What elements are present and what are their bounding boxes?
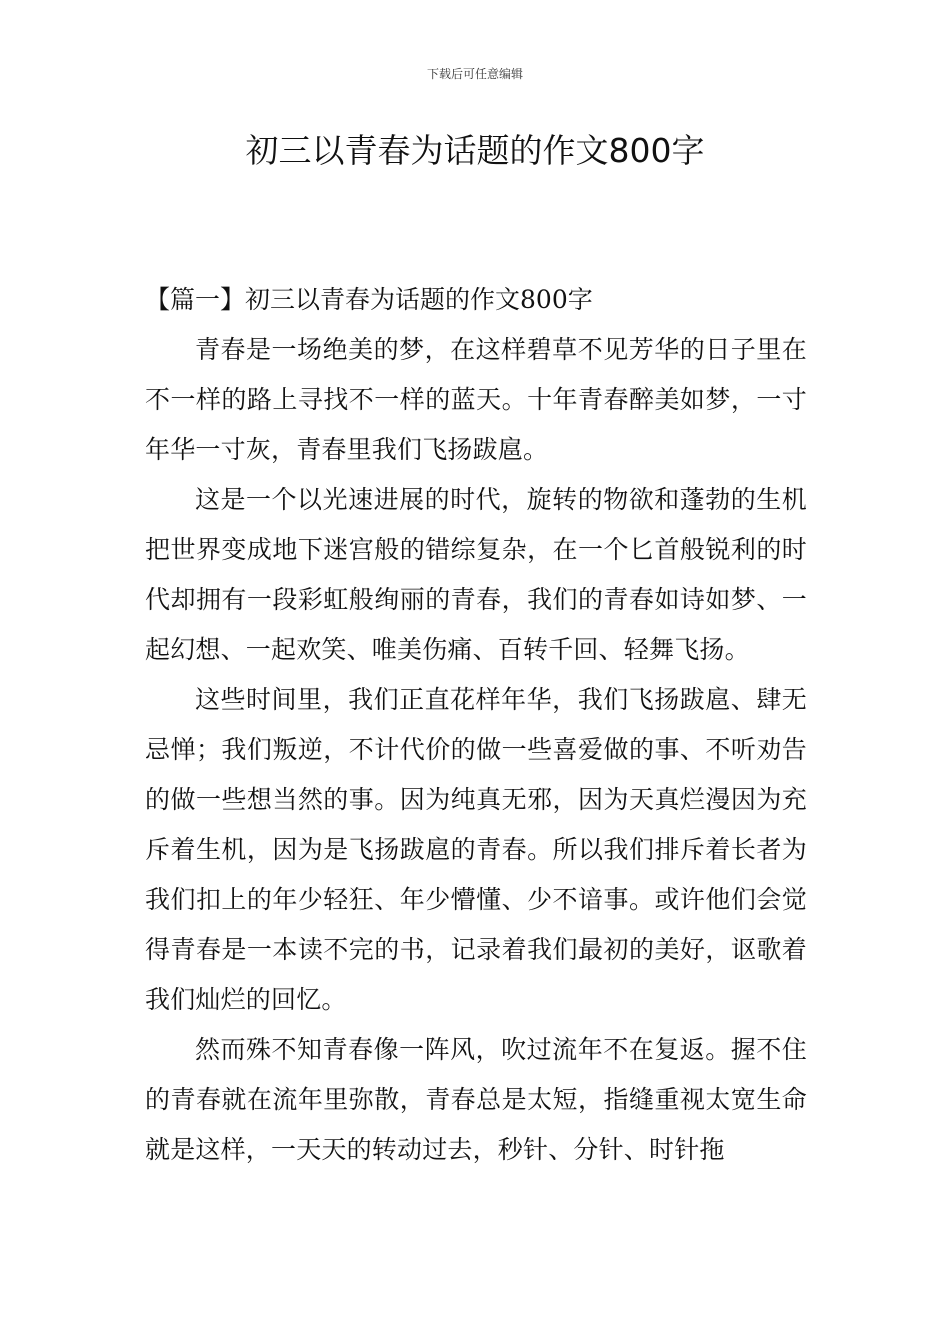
paragraph-4: 然而殊不知青春像一阵风，吹过流年不在复返。握不住的青春就在流年里弥散，青春总是太短，指缝重视太宽生命就是这样，一天天的转动过去，秒针、分针、时针拖 <box>145 1035 807 1164</box>
paragraph-1: 青春是一场绝美的梦，在这样碧草不见芳华的日子里在不一样的路上寻找不一样的蓝天。十年青春醉美如梦，一寸年华一寸灰，青春里我们飞扬跋扈。 <box>145 335 807 464</box>
section-heading: 【篇一】初三以青春为话题的作文800字 <box>145 285 593 314</box>
document-title: 初三以青春为话题的作文800字 <box>245 131 705 170</box>
header-note: 下载后可任意编辑 <box>426 67 523 81</box>
paragraph-3: 这些时间里，我们正直花样年华，我们飞扬跋扈、肆无忌惮；我们叛逆，不计代价的做一些喜爱做的事、不听劝告的做一些想当然的事。因为纯真无邪，因为天真烂漫因为充斥着生机，因为是飞扬跋扈的青春。所以我们排斥着长者为我们扣上的年少轻狂、年少懵懂、少不谙事。或许他们会觉得青春是一本读不完的书，记录着我们最初的美好，讴歌着我们灿烂的回忆。 <box>145 685 807 1014</box>
document-body <box>145 275 807 1175</box>
paragraph-2: 这是一个以光速进展的时代，旋转的物欲和蓬勃的生机把世界变成地下迷宫般的错综复杂，在一个匕首般锐利的时代却拥有一段彩虹般绚丽的青春，我们的青春如诗如梦、一起幻想、一起欢笑、唯美伤痛、百转千回、轻舞飞扬。 <box>145 485 807 664</box>
